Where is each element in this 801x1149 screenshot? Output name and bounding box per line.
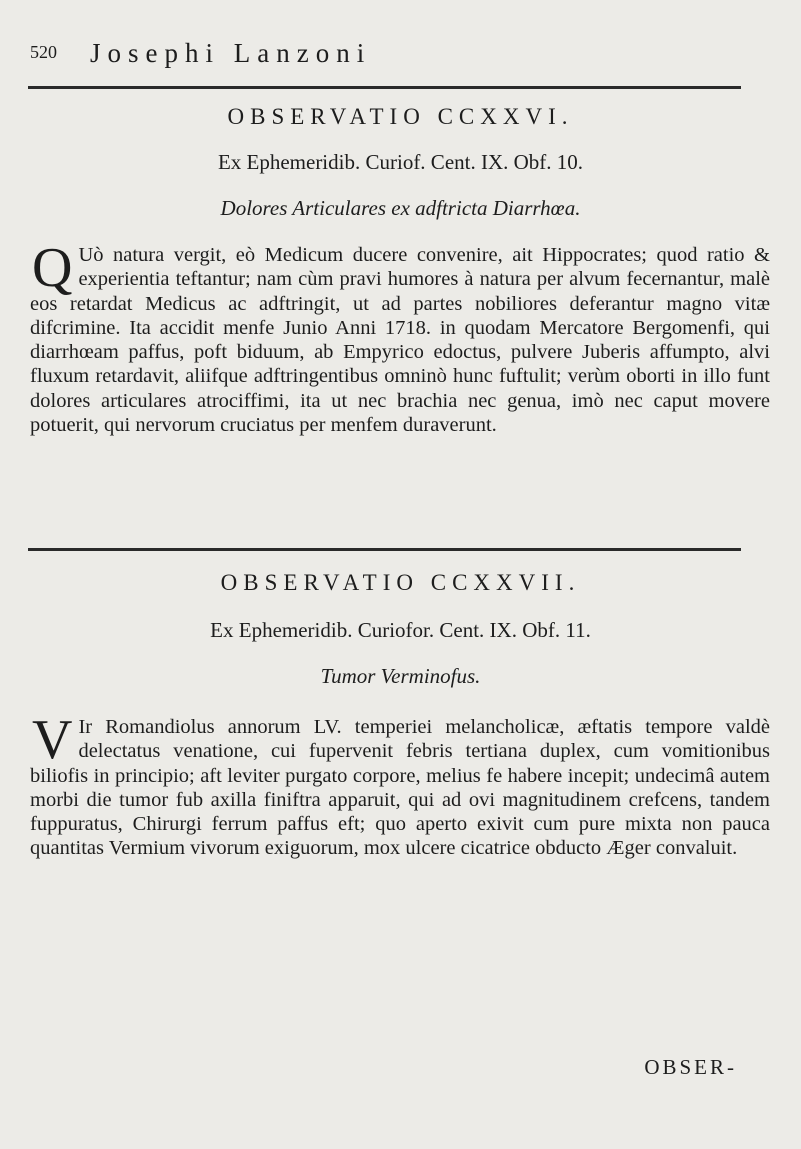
observation-body [30,237,770,437]
observation-source: Ex Ephemeridib. Curiof. Cent. IX. Obf. 10. [217,150,584,174]
observation-title: OBSERVATIO CCXXVI. [227,104,574,129]
observation-source: Ex Ephemeridib. Curiofor. Cent. IX. Obf. 11. [210,618,591,642]
running-head [30,38,771,72]
drop-cap: V [32,709,73,771]
observation-text: Ir Romandiolus annorum LV. temperiei melancholicæ, æftatis tempore valdè delectatus venatione, cui fupervenit febris tertiana duplex, cum vomitionibus biliofis in principio; aft leviter purgato corpore, melius fe habere incepit; undecimâ autem morbi die tumor fub axilla finiftra apparuit, qui ad ovi magnitudinem crefcens, tandem fuppuratus, Chirurgi ferrum paffus eft; quo aperto exivit cum pure mixta non pauca quantitas Vermium vivorum exiguorum, mox ulcere cicatrice obducto Æger convaluit. [30,716,770,860]
observation-text: Uò natura vergit, eò Medicum ducere convenire, ait Hippocrates; quod ratio & experientia teftantur; nam cùm pravi humores à natura per alvum fecernantur, malè eos retardat Medicus ac adftringit, ut ad partes nobiliores deferantur magno vitæ difcrimine. Ita accidit menfe Junio Anni 1718. in quodam Mercatore Bergomenfi, qui diarrhœam paffus, poft biduum, ab Empyrico edoctus, pulvere Juberis affumpto, alvi fluxum retardavit, aliifque adftringentibus omninò hunc fuftulit; verùm oborti in illo funt dolores articulares atrociffimi, ita ut nec brachia nec genua, imò nec caput movere potuerit, qui nervorum cruciatus per menfem duraverunt. [30,244,770,437]
observation-body [30,709,770,861]
drop-cap: Q [32,237,73,299]
observation-subject: Tumor Verminofus. [320,664,481,688]
observation-title: OBSERVATIO CCXXVII. [220,570,581,595]
header-rule [28,86,741,89]
observation-subject: Dolores Articulares ex adftricta Diarrhœa. [220,196,581,220]
page-number: 520 [30,42,57,62]
running-title: Josephi Lanzoni [90,38,372,68]
catchword: OBSER- [644,1055,737,1079]
section-divider [28,548,741,551]
